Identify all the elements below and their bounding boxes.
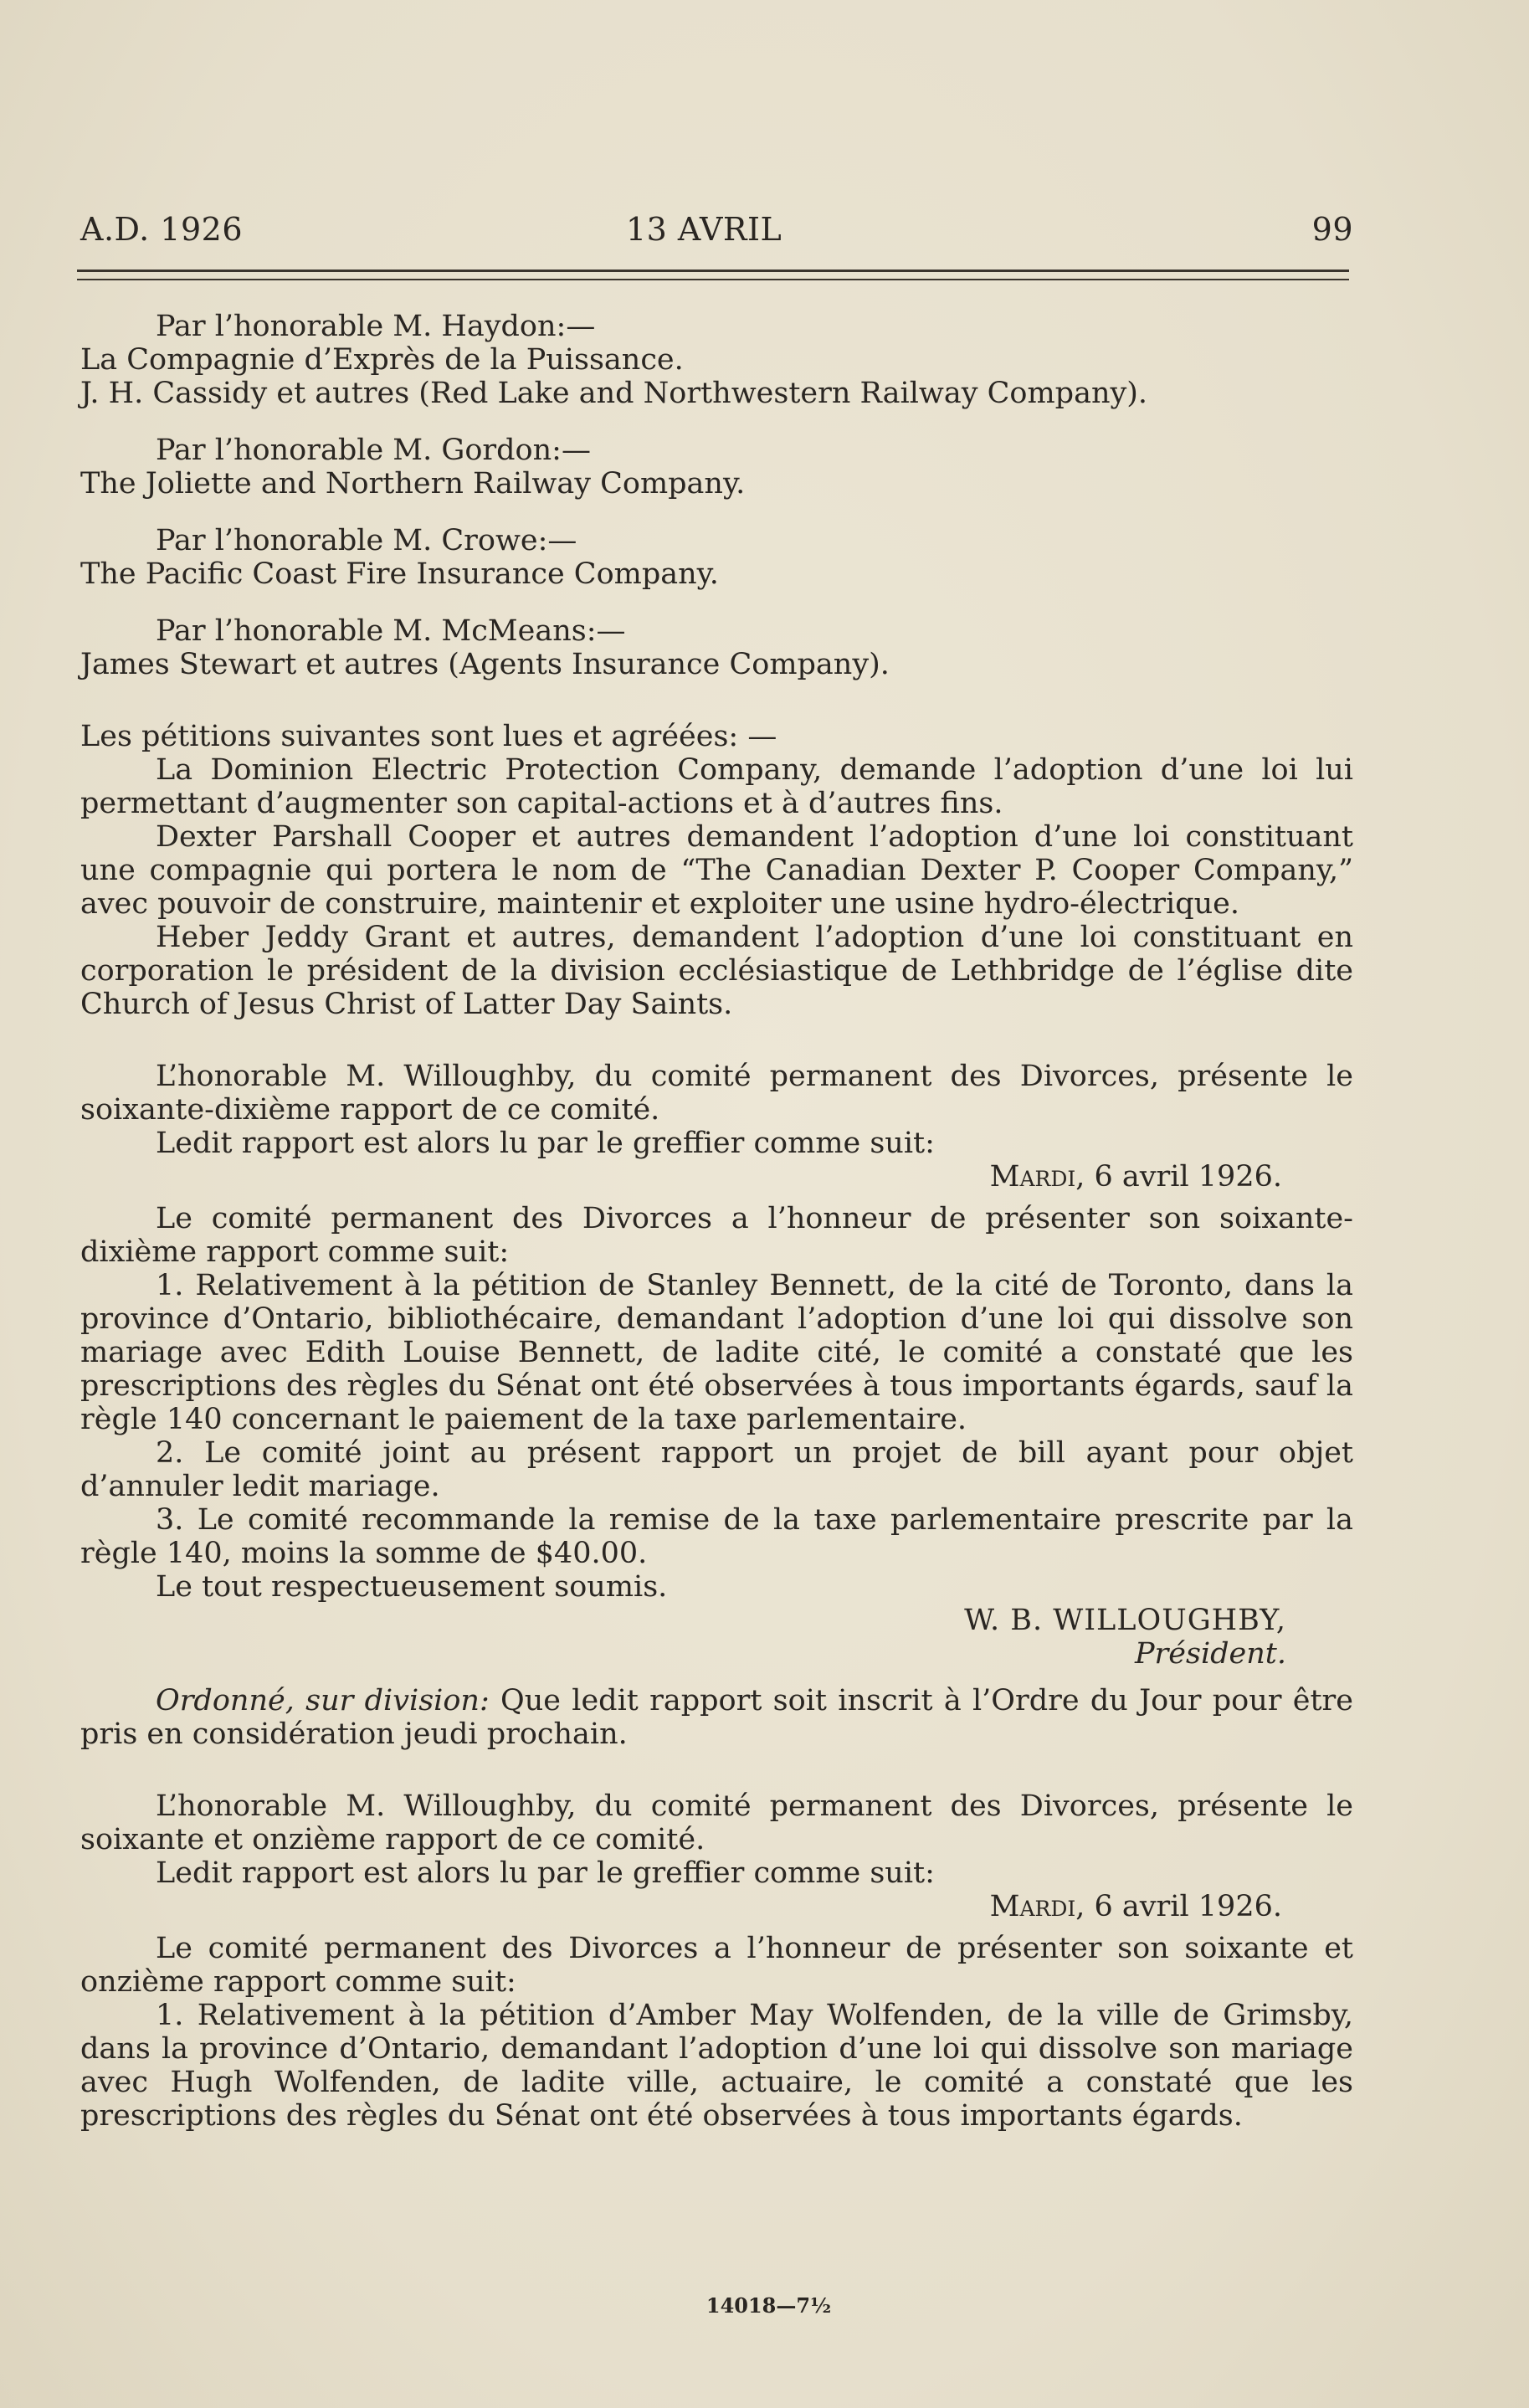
- report-signatory-title: Président.: [1135, 1637, 1286, 1671]
- header-rule-bottom: [77, 279, 1349, 280]
- presentation-item: James Stewart et autres (Agents Insurance Company).: [80, 648, 890, 681]
- report-point: 3. Le comité recommande la remise de la taxe parlementaire prescrite par la règle 140, moins la somme de $40.00.: [80, 1503, 1353, 1570]
- report-signature: W. B. WILLOUGHBY,: [964, 1604, 1286, 1637]
- presentation-item: The Joliette and Northern Railway Company.: [80, 467, 746, 501]
- presentation-item: J. H. Cassidy et autres (Red Lake and Northwestern Railway Company).: [80, 377, 1148, 410]
- report-opening: Le comité permanent des Divorces a l’honneur de présenter son soixante-dixième rapport comme suit:: [80, 1202, 1353, 1269]
- petition-paragraph: La Dominion Electric Protection Company, demande l’adoption d’une loi lui permettant d’augmenter son capital-actions et à d’autres fins.: [80, 753, 1353, 820]
- presentation-haydon: [80, 310, 1353, 410]
- report-closing: Le tout respectueusement soumis.: [156, 1570, 668, 1604]
- order-label: Ordonné, sur division:: [156, 1684, 490, 1717]
- presentation-mcmeans: [80, 614, 1353, 681]
- report-date-rest: 6 avril 1926.: [1085, 1160, 1282, 1194]
- presenter-line: Par l’honorable M. Crowe:—: [156, 524, 577, 557]
- presenter-line: Par l’honorable M. McMeans:—: [156, 614, 626, 648]
- presenter-line: Par l’honorable M. Gordon:—: [156, 434, 591, 467]
- presentation-crowe: [80, 524, 1353, 591]
- report-opening: Le comité permanent des Divorces a l’honneur de présenter son soixante et onzième rapport comme suit:: [80, 1932, 1353, 1999]
- page-body: [80, 310, 1353, 2133]
- order-text: Que ledit rapport soit inscrit à l’Ordre du Jour pour être pris en considération jeudi prochain.: [80, 1684, 1353, 1751]
- report-point: 1. Relativement à la pétition de Stanley Bennett, de la cité de Toronto, dans la province d’Ontario, bibliothécaire, demandant l’adoption d’une loi qui dissolve son mariage avec Edith Louise Bennett, de ladite cité, le comité a constaté que les prescriptions des règles du Sénat ont été observées à tous importants égards, sauf la règle 140 concernant le paiement de la taxe parlementaire.: [80, 1269, 1353, 1436]
- report-intro: L’honorable M. Willoughby, du comité permanent des Divorces, présente le soixante et onzième rapport de ce comité.: [80, 1789, 1353, 1856]
- report-point: 1. Relativement à la pétition d’Amber May Wolfenden, de la ville de Grimsby, dans la province d’Ontario, demandant l’adoption d’une loi qui dissolve son mariage avec Hugh Wolfenden, de ladite ville, actuaire, le comité a constaté que les prescriptions des règles du Sénat ont été observées à tous importants égards.: [80, 1999, 1353, 2133]
- presentation-item: The Pacific Coast Fire Insurance Company.: [80, 557, 719, 591]
- petition-paragraph: Heber Jeddy Grant et autres, demandent l’adoption d’une loi constituant en corporation le président de la division ecclésiastique de Lethbridge de l’église dite Church of Jesus Christ of Latter Day Saints.: [80, 921, 1353, 1021]
- presentation-gordon: [80, 434, 1353, 501]
- report-read-line: Ledit rapport est alors lu par le greffier comme suit:: [156, 1127, 935, 1160]
- report-date: [80, 1160, 1282, 1194]
- report-point: 2. Le comité joint au présent rapport un projet de bill ayant pour objet d’annuler ledit mariage.: [80, 1436, 1353, 1503]
- petition-paragraph: Dexter Parshall Cooper et autres demandent l’adoption d’une loi constituant une compagnie qui portera le nom de “The Canadian Dexter P. Cooper Company,” avec pouvoir de construire, maintenir et exploiter une usine hydro-électrique.: [80, 820, 1353, 921]
- page-footer-signature: 14018—7½: [705, 2293, 832, 2318]
- report-seventieth: [80, 1060, 1353, 1751]
- presentation-item: La Compagnie d’Exprès de la Puissance.: [80, 343, 684, 377]
- report-seventy-first: [80, 1789, 1353, 2133]
- report-intro: L’honorable M. Willoughby, du comité permanent des Divorces, présente le soixante-dixième rapport de ce comité.: [80, 1060, 1353, 1127]
- report-date-rest: 6 avril 1926.: [1085, 1890, 1282, 1923]
- report-order: [80, 1684, 1353, 1751]
- report-date-day: Mardi,: [989, 1160, 1085, 1194]
- report-read-line: Ledit rapport est alors lu par le greffier comme suit:: [156, 1856, 935, 1890]
- report-date-day: Mardi,: [989, 1890, 1085, 1923]
- petitions-intro: Les pétitions suivantes sont lues et agréées: —: [80, 720, 777, 753]
- report-date: [80, 1890, 1282, 1923]
- header-year: A.D. 1926: [80, 211, 243, 248]
- presenter-line: Par l’honorable M. Haydon:—: [156, 310, 596, 343]
- page-number: 99: [1311, 211, 1353, 248]
- petitions-section: [80, 720, 1353, 1021]
- header-date: 13 AVRIL: [626, 211, 782, 248]
- header-rule-top: [77, 270, 1349, 272]
